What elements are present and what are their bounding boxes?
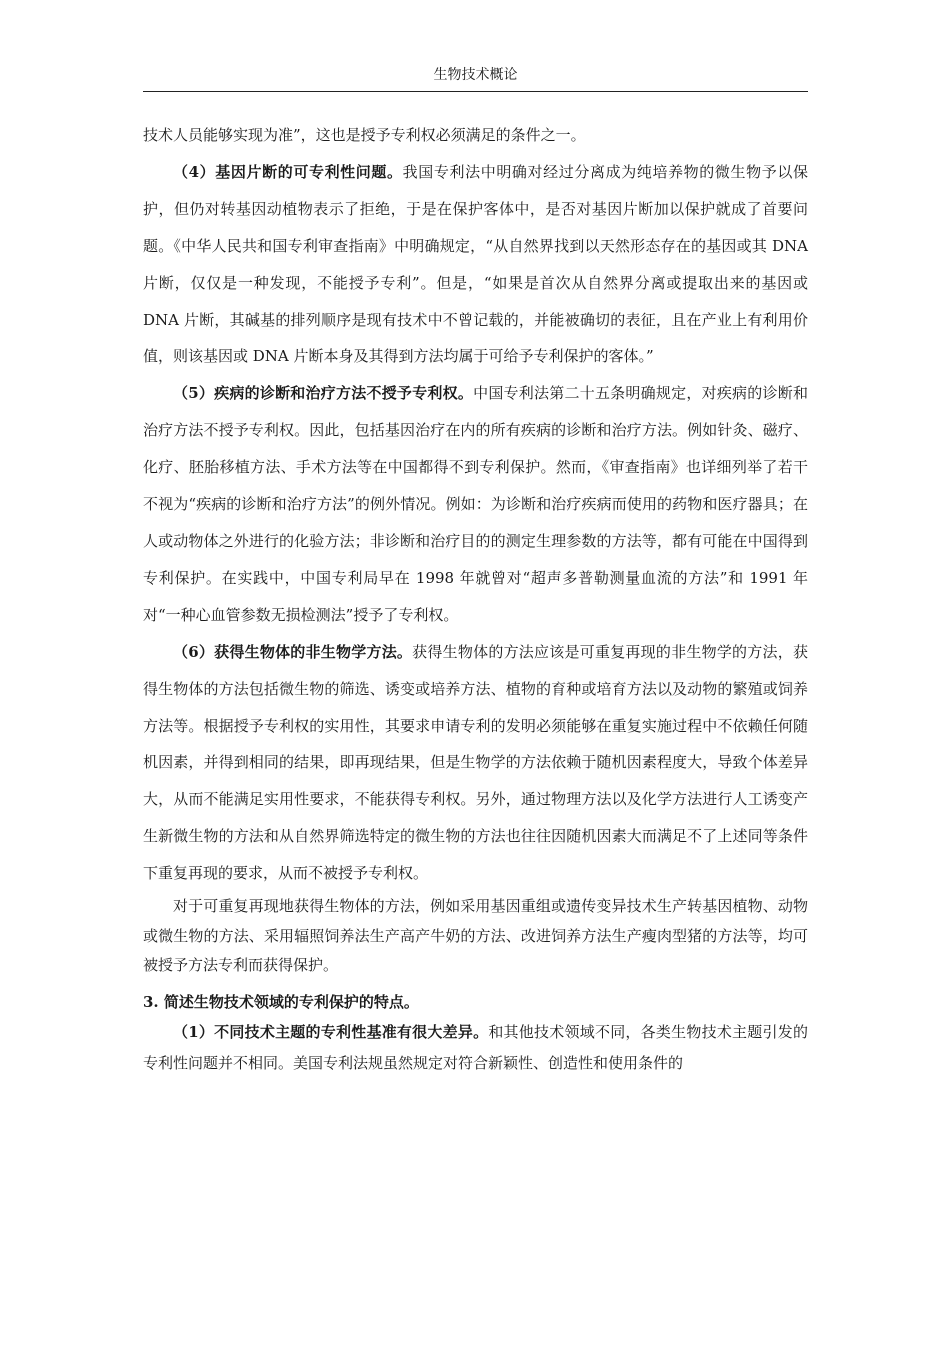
paragraph-text: 我国专利法中明确对经过分离成为纯培养物的微生物予以保护，但仍对转基因动植物表示了拒绝，于是在保护客体中，是否对基因片断加以保护就成了首要问题。《中华人民共和国专利审查指南》中明确规定，“从自然界找到以天然形态存在的基因或其 DNA 片断，仅仅是一种发现，不能授予专利”。但是，“如果是首次从自然界分离或提取出来的基因或 DNA 片断，其碱基的排列顺序是现有技术中不曾记载的，并能被确切的表征，且在产业上有利用价值，则该基因或 DNA 片断本身及其得到方法均属于可给予专利保护的客体。” bbox=[143, 162, 808, 366]
paragraph-non-biological-methods bbox=[143, 634, 808, 892]
running-header: 生物技术概论 bbox=[433, 67, 518, 83]
paragraph-text: 中国专利法第二十五条明确规定，对疾病的诊断和治疗方法不授予专利权。因此，包括基因治疗在内的所有疾病的诊断和治疗方法。例如针灸、磁疗、化疗、胚胎移植方法、手术方法等在中国都得不到专利保护。然而，《审查指南》也详细列举了若干不视为“疾病的诊断和治疗方法”的例外情况。例如：为诊断和治疗疾病而使用的药物和医疗器具；在人或动物体之外进行的化验方法；非诊断和治疗目的的测定生理参数的方法等，都有可能在中国得到专利保护。在实践中，中国专利局早在 1998 年就曾对“超声多普勒测量血流的方法”和 1991 年对“一种心血管参数无损检测法”授予了专利权。 bbox=[143, 384, 808, 624]
paragraph-heading: （6）获得生物体的非生物学方法。 bbox=[173, 642, 413, 661]
paragraph-patentability-standards bbox=[143, 1017, 808, 1079]
paragraph-gene-fragments bbox=[143, 154, 808, 375]
page-body bbox=[143, 117, 808, 1079]
paragraph-tail-wrap bbox=[143, 1017, 808, 1079]
paragraph-continuation: 技术人员能够实现为准”，这也是授予专利权必须满足的条件之一。 bbox=[143, 126, 586, 144]
paragraph-diagnosis-treatment bbox=[143, 375, 808, 633]
paragraph-heading: （4）基因片断的可专利性问题。 bbox=[173, 162, 403, 181]
paragraph-heading: （1）不同技术主题的专利性基准有很大差异。 bbox=[173, 1022, 489, 1041]
paragraph-heading: （5）疾病的诊断和治疗方法不授予专利权。 bbox=[173, 384, 474, 403]
header-rule bbox=[143, 91, 808, 92]
section-heading: 3. 简述生物技术领域的专利保护的特点。 bbox=[143, 992, 419, 1011]
paragraph-text: 获得生物体的方法应该是可重复再现的非生物学的方法，获得生物体的方法包括微生物的筛选、诱变或培养方法、植物的育种或培育方法以及动物的繁殖或饲养方法等。根据授予专利权的实用性，其要求申请专利的发明必须能够在重复实施过程中不依赖任何随机因素，并得到相同的结果，即再现结果，但是生物学的方法依赖于随机因素程度大，导致个体差异大，从而不能满足实用性要求，不能获得专利权。另外，通过物理方法以及化学方法进行人工诱变产生新微生物的方法和从自然界筛选特定的微生物的方法也往往因随机因素大而满足不了上述同等条件下重复再现的要求，从而不被授予专利权。 bbox=[143, 642, 808, 883]
paragraph-reproducible-methods: 对于可重复再现地获得生物体的方法，例如采用基因重组或遗传变异技术生产转基因植物、动物或微生物的方法、采用辐照饲养法生产高产牛奶的方法、改进饲养方法生产瘦肉型猪的方法等，均可被授予方法专利而获得保护。 bbox=[143, 897, 808, 975]
paragraph-text: 和其他技术领域不同，各类生物技术主题引发的专利性问题并不相同。美国专利法规虽然规定对符合新颖性、创造性和使用条件的 bbox=[143, 1022, 808, 1072]
paragraph-reproducible-methods-wrap bbox=[143, 892, 808, 981]
